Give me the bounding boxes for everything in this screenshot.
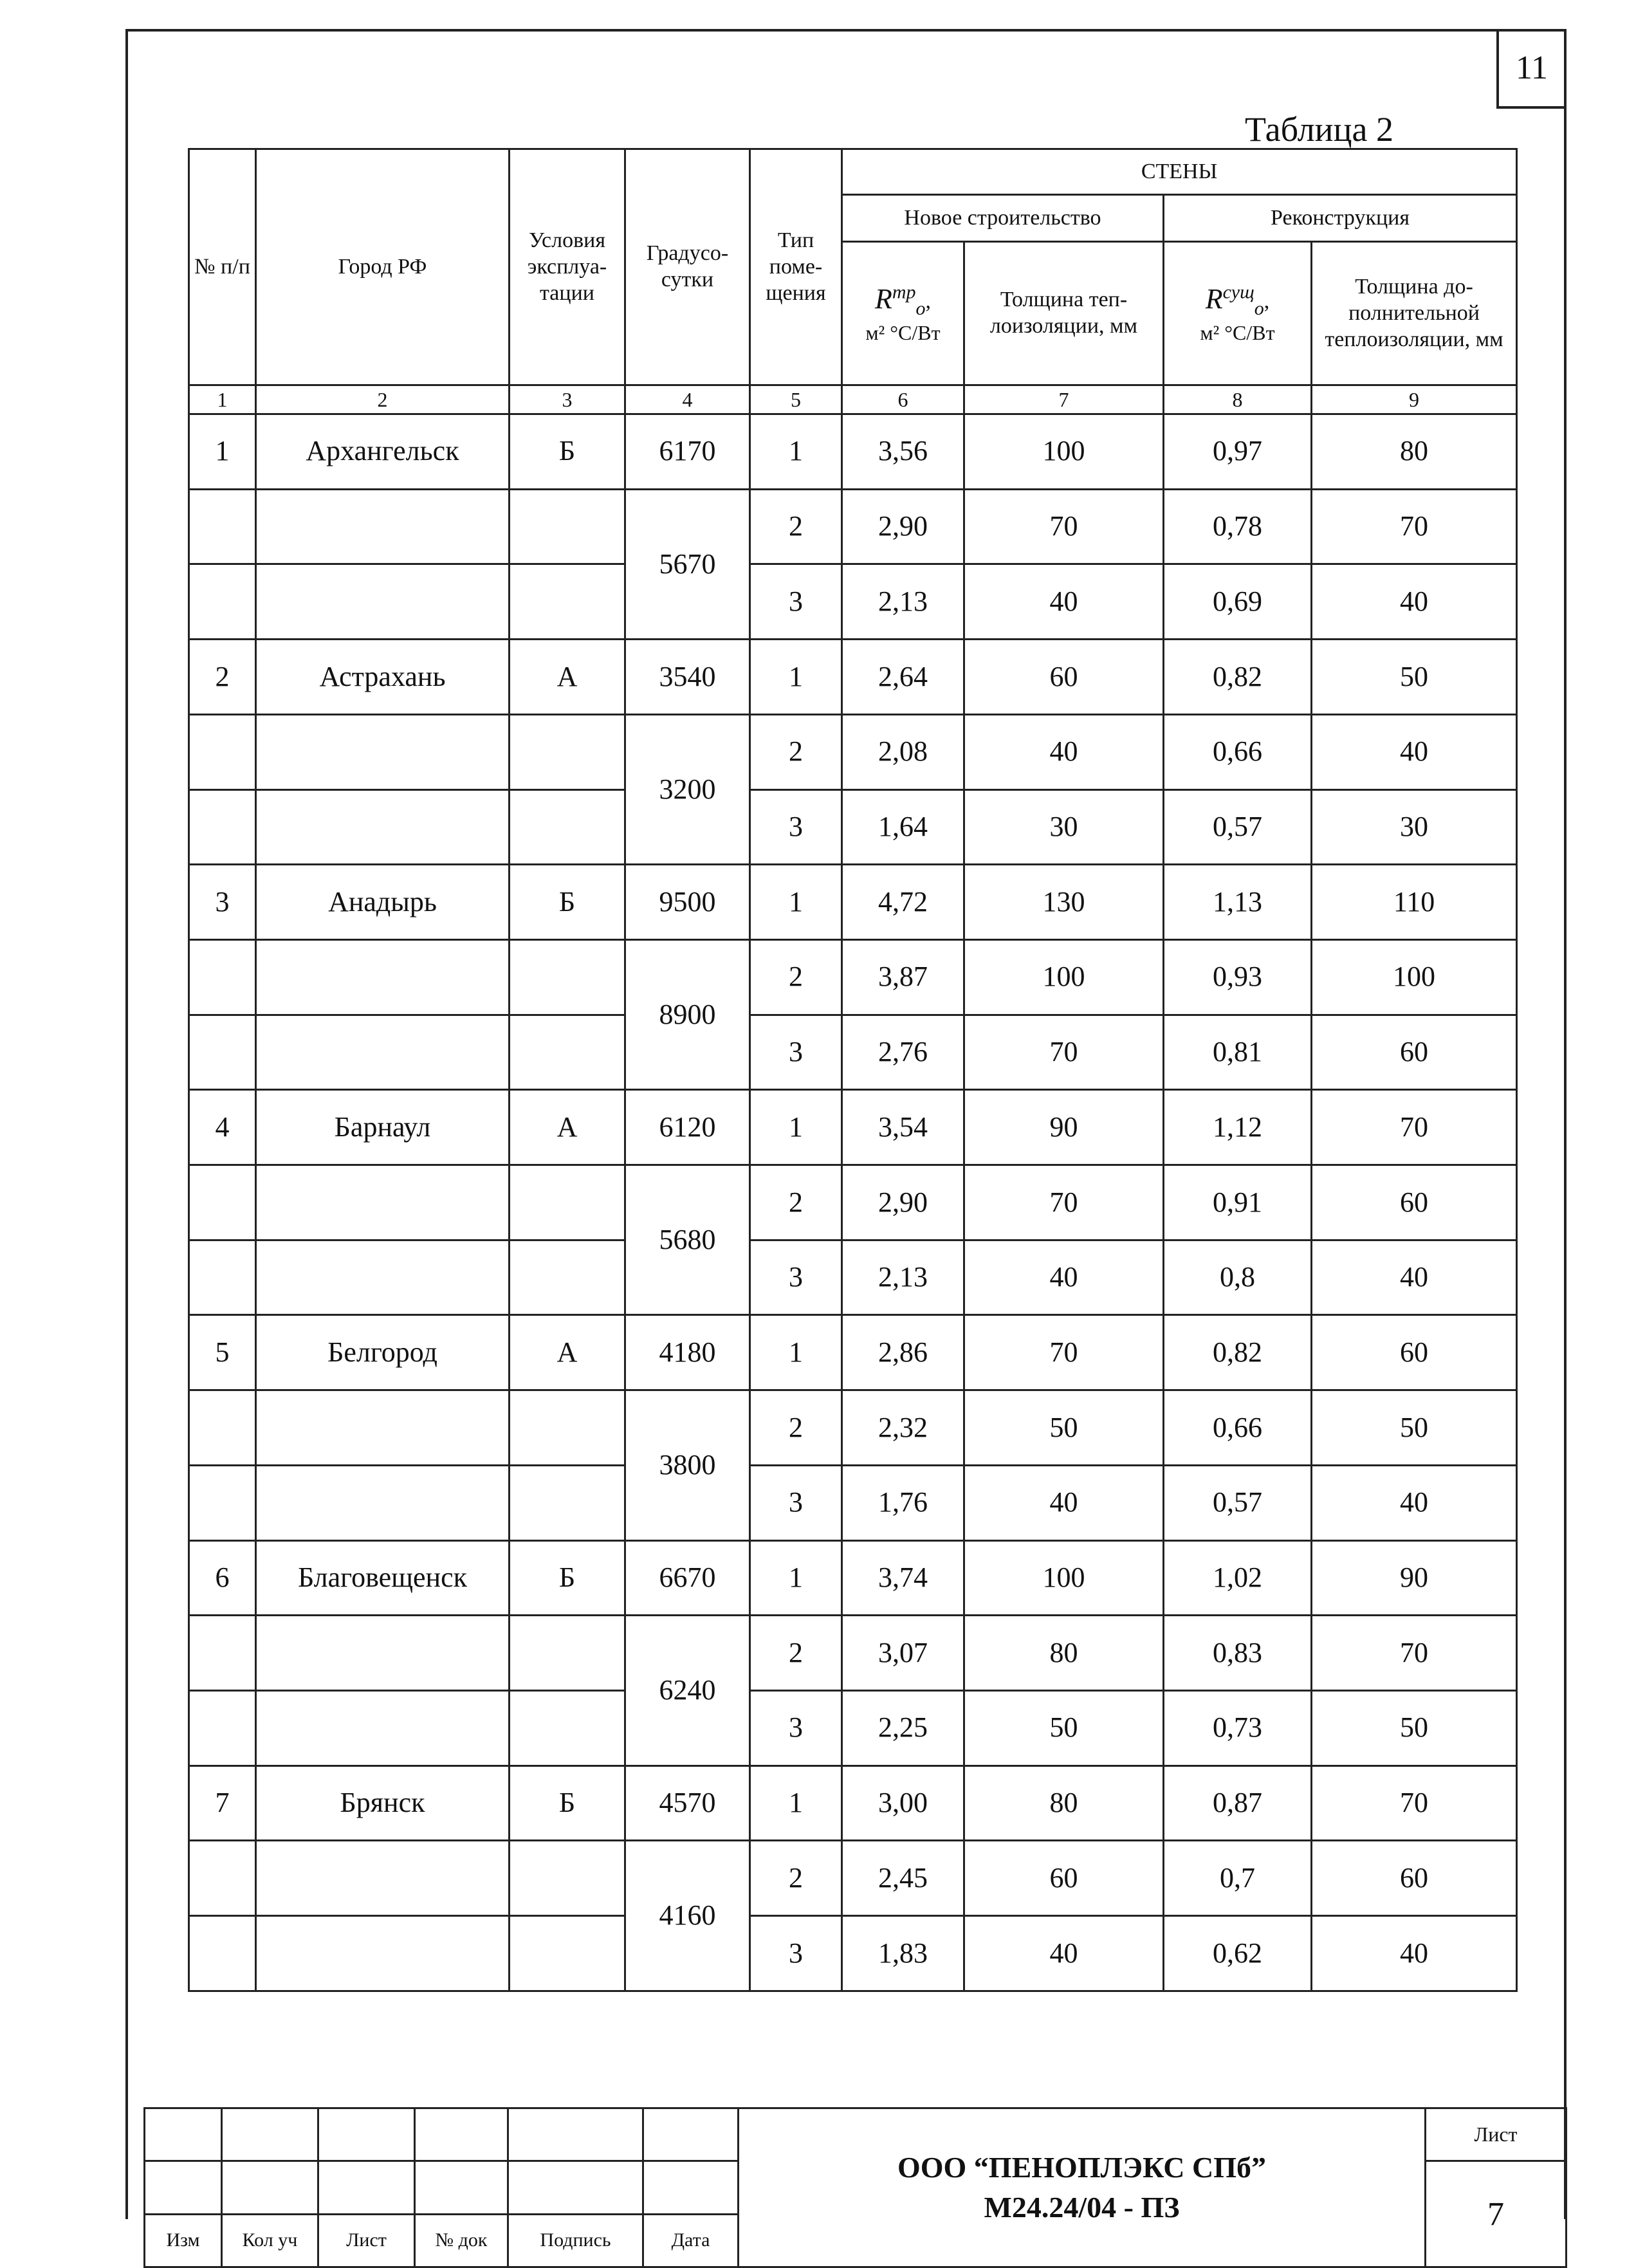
insul-thickness-value: 40 bbox=[964, 564, 1164, 640]
r-existing-value: 0,57 bbox=[1164, 1465, 1312, 1540]
room-type: 2 bbox=[750, 489, 842, 564]
table-row bbox=[189, 1315, 1517, 1390]
city-number: 5 bbox=[189, 1315, 256, 1390]
degree-days: 4160 bbox=[625, 1841, 750, 1991]
document-code: М24.24/04 - ПЗ bbox=[984, 2191, 1180, 2224]
col-number: 2 bbox=[256, 385, 510, 414]
r-required-value: 1,64 bbox=[842, 789, 964, 865]
empty-cell bbox=[189, 1240, 256, 1315]
r-required-value: 2,76 bbox=[842, 1015, 964, 1090]
insul-thickness-value: 70 bbox=[964, 489, 1164, 564]
empty-cell bbox=[510, 1465, 625, 1540]
add-insul-thickness-value: 40 bbox=[1312, 1916, 1517, 1991]
header-degree-days: Градусо-сутки bbox=[625, 149, 750, 385]
r-existing-value: 0,87 bbox=[1164, 1766, 1312, 1841]
r-required-value: 3,54 bbox=[842, 1090, 964, 1165]
empty-cell bbox=[189, 789, 256, 865]
add-insul-thickness-value: 110 bbox=[1312, 865, 1517, 940]
degree-days: 5670 bbox=[625, 489, 750, 639]
table-row bbox=[189, 1690, 1517, 1766]
room-type: 3 bbox=[750, 1465, 842, 1540]
r-required-value: 2,13 bbox=[842, 1240, 964, 1315]
degree-days: 5680 bbox=[625, 1165, 750, 1315]
r-existing-value: 0,82 bbox=[1164, 1315, 1312, 1390]
add-insul-thickness-value: 50 bbox=[1312, 640, 1517, 715]
operating-conditions: А bbox=[510, 640, 625, 715]
r-required-value: 2,25 bbox=[842, 1690, 964, 1766]
r-required-value: 3,87 bbox=[842, 939, 964, 1015]
insul-thickness-value: 100 bbox=[964, 1540, 1164, 1616]
empty-cell bbox=[510, 1841, 625, 1916]
city-number: 3 bbox=[189, 865, 256, 940]
empty-cell bbox=[510, 789, 625, 865]
degree-days: 3540 bbox=[625, 640, 750, 715]
empty-cell bbox=[256, 714, 510, 789]
r-required-unit: м² °С/Вт bbox=[865, 320, 941, 344]
add-insul-thickness-value: 40 bbox=[1312, 1240, 1517, 1315]
degree-days: 6240 bbox=[625, 1616, 750, 1766]
col-number: 9 bbox=[1312, 385, 1517, 414]
r-existing-value: 1,02 bbox=[1164, 1540, 1312, 1616]
stamp-org-and-code bbox=[739, 2108, 1426, 2267]
table-row bbox=[189, 789, 1517, 865]
table-title: Таблица 2 bbox=[1245, 110, 1393, 149]
empty-cell bbox=[510, 1390, 625, 1466]
degree-days: 6170 bbox=[625, 414, 750, 490]
r-required-value: 2,90 bbox=[842, 489, 964, 564]
col-number: 1 bbox=[189, 385, 256, 414]
r-existing-value: 0,8 bbox=[1164, 1240, 1312, 1315]
add-insul-thickness-value: 70 bbox=[1312, 489, 1517, 564]
degree-days: 4180 bbox=[625, 1315, 750, 1390]
table-row bbox=[189, 939, 1517, 1015]
r-required-value: 3,07 bbox=[842, 1616, 964, 1691]
insul-thickness-value: 90 bbox=[964, 1090, 1164, 1165]
sheet-number: 7 bbox=[1426, 2161, 1567, 2267]
add-insul-thickness-value: 60 bbox=[1312, 1841, 1517, 1916]
room-type: 3 bbox=[750, 564, 842, 640]
title-block bbox=[143, 2107, 1565, 2268]
stamp-label-signature: Подпись bbox=[508, 2214, 643, 2267]
empty-cell bbox=[510, 1015, 625, 1090]
insul-thickness-value: 80 bbox=[964, 1766, 1164, 1841]
room-type: 3 bbox=[750, 1690, 842, 1766]
table-row bbox=[189, 1616, 1517, 1691]
stamp-cell bbox=[222, 2108, 318, 2161]
r-required-symbol: $R^{тр}_o$ bbox=[874, 281, 926, 319]
empty-cell bbox=[189, 564, 256, 640]
insul-thickness-value: 50 bbox=[964, 1690, 1164, 1766]
col-number: 6 bbox=[842, 385, 964, 414]
operating-conditions: Б bbox=[510, 414, 625, 490]
city-name: Белгород bbox=[256, 1315, 510, 1390]
city-name: Благовещенск bbox=[256, 1540, 510, 1616]
insul-thickness-value: 70 bbox=[964, 1315, 1164, 1390]
header-insul-thickness: Толщина теп-лоизоляции, мм bbox=[964, 242, 1164, 385]
stamp-cell bbox=[318, 2108, 415, 2161]
empty-cell bbox=[256, 1240, 510, 1315]
table-row bbox=[189, 1540, 1517, 1616]
header-room-type: Тип поме-щения bbox=[750, 149, 842, 385]
add-insul-thickness-value: 30 bbox=[1312, 789, 1517, 865]
r-required-value: 2,08 bbox=[842, 714, 964, 789]
degree-days: 3800 bbox=[625, 1390, 750, 1540]
insul-thickness-value: 40 bbox=[964, 1465, 1164, 1540]
room-type: 3 bbox=[750, 1015, 842, 1090]
r-existing-value: 1,13 bbox=[1164, 865, 1312, 940]
r-required-value: 3,74 bbox=[842, 1540, 964, 1616]
city-name: Барнаул bbox=[256, 1090, 510, 1165]
city-name: Брянск bbox=[256, 1766, 510, 1841]
table-row bbox=[189, 1390, 1517, 1466]
table-row bbox=[189, 1165, 1517, 1240]
empty-cell bbox=[510, 1616, 625, 1691]
r-required-value: 4,72 bbox=[842, 865, 964, 940]
degree-days: 3200 bbox=[625, 714, 750, 864]
empty-cell bbox=[189, 1015, 256, 1090]
empty-cell bbox=[256, 1690, 510, 1766]
stamp-label-doc-number: № док bbox=[415, 2214, 508, 2267]
room-type: 2 bbox=[750, 1841, 842, 1916]
r-required-value: 3,56 bbox=[842, 414, 964, 490]
insul-thickness-value: 70 bbox=[964, 1015, 1164, 1090]
table-row bbox=[189, 489, 1517, 564]
table-row bbox=[189, 865, 1517, 940]
empty-cell bbox=[510, 1240, 625, 1315]
r-existing-value: 0,91 bbox=[1164, 1165, 1312, 1240]
stamp-cell bbox=[222, 2161, 318, 2214]
empty-cell bbox=[189, 714, 256, 789]
table-row bbox=[189, 640, 1517, 715]
stamp-label-count: Кол уч bbox=[222, 2214, 318, 2267]
stamp-label-sheet: Лист bbox=[318, 2214, 415, 2267]
room-type: 3 bbox=[750, 1916, 842, 1991]
r-required-value: 2,45 bbox=[842, 1841, 964, 1916]
col-number: 7 bbox=[964, 385, 1164, 414]
add-insul-thickness-value: 70 bbox=[1312, 1616, 1517, 1691]
operating-conditions: Б bbox=[510, 1766, 625, 1841]
r-required-value: 1,76 bbox=[842, 1465, 964, 1540]
insul-thickness-value: 50 bbox=[964, 1390, 1164, 1466]
empty-cell bbox=[256, 1015, 510, 1090]
r-required-value: 2,32 bbox=[842, 1390, 964, 1466]
table-row bbox=[189, 714, 1517, 789]
stamp-cell bbox=[643, 2108, 739, 2161]
table-row bbox=[189, 1240, 1517, 1315]
stamp-label-date: Дата bbox=[643, 2214, 739, 2267]
empty-cell bbox=[189, 1390, 256, 1466]
insul-thickness-value: 80 bbox=[964, 1616, 1164, 1691]
room-type: 2 bbox=[750, 939, 842, 1015]
stamp-cell bbox=[145, 2161, 222, 2214]
room-type: 2 bbox=[750, 1616, 842, 1691]
table-row bbox=[189, 414, 1517, 490]
empty-cell bbox=[256, 1465, 510, 1540]
empty-cell bbox=[189, 489, 256, 564]
add-insul-thickness-value: 100 bbox=[1312, 939, 1517, 1015]
degree-days: 8900 bbox=[625, 939, 750, 1089]
room-type: 1 bbox=[750, 414, 842, 490]
empty-cell bbox=[510, 939, 625, 1015]
city-number: 4 bbox=[189, 1090, 256, 1165]
empty-cell bbox=[189, 1616, 256, 1691]
city-name: Астрахань bbox=[256, 640, 510, 715]
stamp-cell bbox=[415, 2161, 508, 2214]
header-city: Город РФ bbox=[256, 149, 510, 385]
insul-thickness-value: 60 bbox=[964, 1841, 1164, 1916]
insul-thickness-value: 100 bbox=[964, 939, 1164, 1015]
table-row bbox=[189, 1090, 1517, 1165]
insul-thickness-value: 130 bbox=[964, 865, 1164, 940]
header-walls: СТЕНЫ bbox=[842, 149, 1517, 195]
insul-thickness-value: 100 bbox=[964, 414, 1164, 490]
add-insul-thickness-value: 80 bbox=[1312, 414, 1517, 490]
empty-cell bbox=[256, 564, 510, 640]
r-required-value: 2,90 bbox=[842, 1165, 964, 1240]
col-number: 5 bbox=[750, 385, 842, 414]
city-name: Анадырь bbox=[256, 865, 510, 940]
col-number: 3 bbox=[510, 385, 625, 414]
stamp-label-change: Изм bbox=[145, 2214, 222, 2267]
sheet-label: Лист bbox=[1426, 2108, 1567, 2161]
r-required-value: 2,64 bbox=[842, 640, 964, 715]
table-row bbox=[189, 564, 1517, 640]
thermal-insulation-table bbox=[188, 148, 1518, 1992]
col-number: 4 bbox=[625, 385, 750, 414]
city-number: 7 bbox=[189, 1766, 256, 1841]
add-insul-thickness-value: 70 bbox=[1312, 1090, 1517, 1165]
stamp-cell bbox=[145, 2108, 222, 2161]
room-type: 2 bbox=[750, 1390, 842, 1466]
add-insul-thickness-value: 70 bbox=[1312, 1766, 1517, 1841]
degree-days: 6120 bbox=[625, 1090, 750, 1165]
empty-cell bbox=[256, 1390, 510, 1466]
empty-cell bbox=[510, 1690, 625, 1766]
degree-days: 6670 bbox=[625, 1540, 750, 1616]
header-add-insul-thickness: Толщина до-полнительной теплоизоляции, мм bbox=[1312, 242, 1517, 385]
degree-days: 9500 bbox=[625, 865, 750, 940]
r-required-value: 2,86 bbox=[842, 1315, 964, 1390]
r-required-value: 3,00 bbox=[842, 1766, 964, 1841]
empty-cell bbox=[510, 714, 625, 789]
stamp-cell bbox=[318, 2161, 415, 2214]
empty-cell bbox=[256, 1841, 510, 1916]
insul-thickness-value: 40 bbox=[964, 714, 1164, 789]
city-name: Архангельск bbox=[256, 414, 510, 490]
room-type: 1 bbox=[750, 1315, 842, 1390]
empty-cell bbox=[189, 1916, 256, 1991]
room-type: 1 bbox=[750, 1766, 842, 1841]
empty-cell bbox=[256, 1165, 510, 1240]
r-required-value: 1,83 bbox=[842, 1916, 964, 1991]
room-type: 2 bbox=[750, 1165, 842, 1240]
r-existing-value: 0,7 bbox=[1164, 1841, 1312, 1916]
degree-days: 4570 bbox=[625, 1766, 750, 1841]
add-insul-thickness-value: 40 bbox=[1312, 714, 1517, 789]
city-number: 2 bbox=[189, 640, 256, 715]
add-insul-thickness-value: 50 bbox=[1312, 1390, 1517, 1466]
room-type: 1 bbox=[750, 1540, 842, 1616]
add-insul-thickness-value: 50 bbox=[1312, 1690, 1517, 1766]
r-existing-unit: м² °С/Вт bbox=[1200, 320, 1275, 344]
empty-cell bbox=[189, 1465, 256, 1540]
header-new-construction: Новое строительство bbox=[842, 195, 1164, 242]
organization-name: ООО “ПЕНОПЛЭКС СПб” bbox=[897, 2150, 1267, 2184]
stamp-cell bbox=[643, 2161, 739, 2214]
r-existing-value: 0,73 bbox=[1164, 1690, 1312, 1766]
header-r-existing: $R^{сущ}_o$, м² °С/Вт bbox=[1164, 242, 1312, 385]
empty-cell bbox=[510, 1165, 625, 1240]
r-required-value: 2,13 bbox=[842, 564, 964, 640]
room-type: 1 bbox=[750, 1090, 842, 1165]
empty-cell bbox=[256, 789, 510, 865]
empty-cell bbox=[189, 1165, 256, 1240]
table-row bbox=[189, 1841, 1517, 1916]
city-number: 6 bbox=[189, 1540, 256, 1616]
insul-thickness-value: 70 bbox=[964, 1165, 1164, 1240]
operating-conditions: А bbox=[510, 1090, 625, 1165]
room-type: 3 bbox=[750, 1240, 842, 1315]
r-existing-value: 0,57 bbox=[1164, 789, 1312, 865]
operating-conditions: А bbox=[510, 1315, 625, 1390]
table-row bbox=[189, 1465, 1517, 1540]
column-numbers-row bbox=[189, 385, 1517, 414]
empty-cell bbox=[256, 489, 510, 564]
empty-cell bbox=[256, 1616, 510, 1691]
col-number: 8 bbox=[1164, 385, 1312, 414]
r-existing-value: 1,12 bbox=[1164, 1090, 1312, 1165]
r-existing-value: 0,82 bbox=[1164, 640, 1312, 715]
add-insul-thickness-value: 60 bbox=[1312, 1015, 1517, 1090]
stamp-cell bbox=[508, 2108, 643, 2161]
r-existing-value: 0,69 bbox=[1164, 564, 1312, 640]
r-existing-value: 0,93 bbox=[1164, 939, 1312, 1015]
r-existing-value: 0,66 bbox=[1164, 714, 1312, 789]
city-number: 1 bbox=[189, 414, 256, 490]
empty-cell bbox=[256, 1916, 510, 1991]
r-existing-symbol: $R^{сущ}_o$ bbox=[1205, 281, 1264, 319]
stamp-cell bbox=[415, 2108, 508, 2161]
empty-cell bbox=[189, 1841, 256, 1916]
empty-cell bbox=[189, 939, 256, 1015]
header-r-required: $R^{тр}_o$, м² °С/Вт bbox=[842, 242, 964, 385]
operating-conditions: Б bbox=[510, 865, 625, 940]
r-existing-value: 0,83 bbox=[1164, 1616, 1312, 1691]
table-row bbox=[189, 1916, 1517, 1991]
add-insul-thickness-value: 60 bbox=[1312, 1315, 1517, 1390]
room-type: 2 bbox=[750, 714, 842, 789]
header-conditions: Условия эксплуа-тации bbox=[510, 149, 625, 385]
empty-cell bbox=[510, 1916, 625, 1991]
insul-thickness-value: 60 bbox=[964, 640, 1164, 715]
header-reconstruction: Реконструкция bbox=[1164, 195, 1517, 242]
r-existing-value: 0,78 bbox=[1164, 489, 1312, 564]
page-number: 11 bbox=[1496, 29, 1565, 109]
add-insul-thickness-value: 60 bbox=[1312, 1165, 1517, 1240]
add-insul-thickness-value: 40 bbox=[1312, 1465, 1517, 1540]
r-existing-value: 0,62 bbox=[1164, 1916, 1312, 1991]
header-num: № п/п bbox=[189, 149, 256, 385]
insul-thickness-value: 30 bbox=[964, 789, 1164, 865]
table-row bbox=[189, 1766, 1517, 1841]
table-body bbox=[189, 414, 1517, 1991]
stamp-cell bbox=[508, 2161, 643, 2214]
add-insul-thickness-value: 90 bbox=[1312, 1540, 1517, 1616]
r-existing-value: 0,97 bbox=[1164, 414, 1312, 490]
insul-thickness-value: 40 bbox=[964, 1916, 1164, 1991]
room-type: 1 bbox=[750, 640, 842, 715]
table-row bbox=[189, 1015, 1517, 1090]
add-insul-thickness-value: 40 bbox=[1312, 564, 1517, 640]
r-existing-value: 0,66 bbox=[1164, 1390, 1312, 1466]
insul-thickness-value: 40 bbox=[964, 1240, 1164, 1315]
empty-cell bbox=[256, 939, 510, 1015]
operating-conditions: Б bbox=[510, 1540, 625, 1616]
r-existing-value: 0,81 bbox=[1164, 1015, 1312, 1090]
room-type: 3 bbox=[750, 789, 842, 865]
empty-cell bbox=[510, 489, 625, 564]
empty-cell bbox=[189, 1690, 256, 1766]
empty-cell bbox=[510, 564, 625, 640]
room-type: 1 bbox=[750, 865, 842, 940]
